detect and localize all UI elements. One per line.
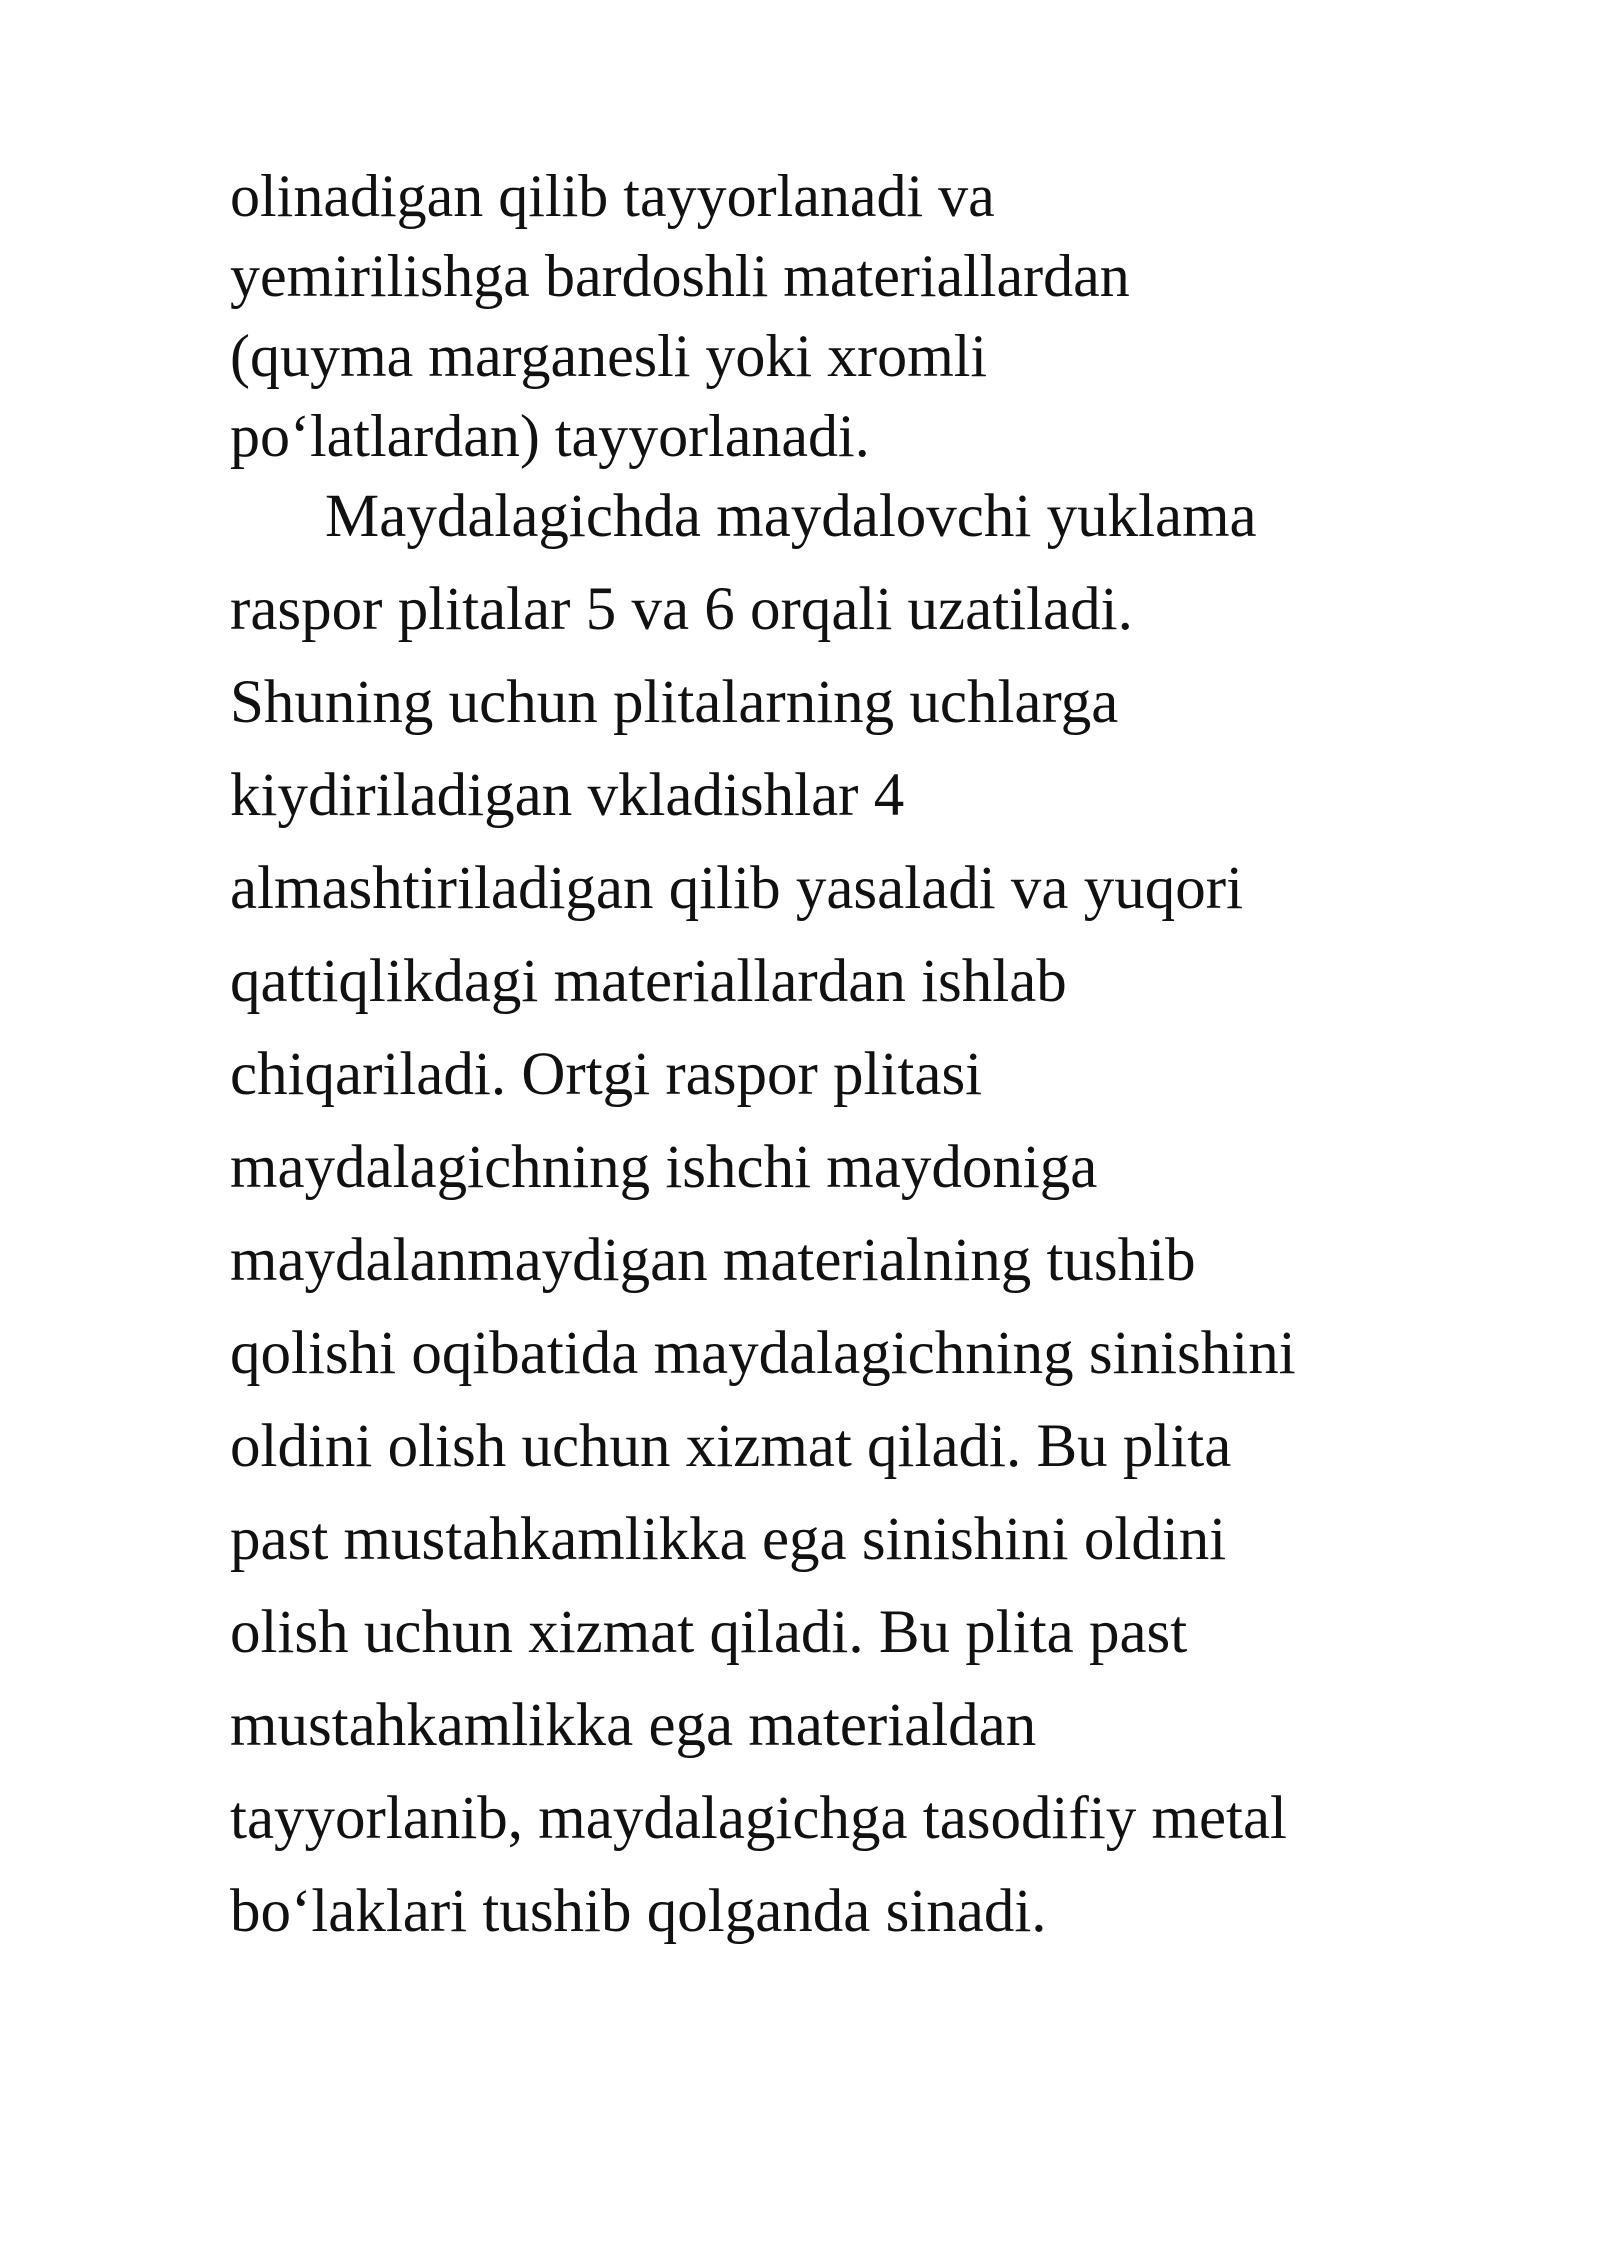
text-line: oldini olish uchun xizmat qiladi. Bu plita xyxy=(230,1413,1232,1480)
text-line: olinadigan qilib tayyorlanadi va xyxy=(230,163,995,229)
text-line: maydalagichning ishchi maydoniga xyxy=(230,1134,1098,1201)
text-line: qolishi oqibatida maydalagichning sinishini xyxy=(230,1320,1296,1387)
text-line: mustahkamlikka ega materialdan xyxy=(230,1692,1037,1759)
text-line: olish uchun xizmat qiladi. Bu plita past xyxy=(230,1599,1188,1666)
text-line: bo‘laklari tushib qolganda sinadi. xyxy=(230,1878,1047,1945)
text-line: tayyorlanib, maydalagichga tasodifiy metal xyxy=(230,1785,1287,1852)
text-line: yemirilishga bardoshli materiallardan xyxy=(230,243,1130,309)
text-line: Shuning uchun plitalarning uchlarga xyxy=(230,669,1119,736)
text-line: maydalanmaydigan materialning tushib xyxy=(230,1227,1196,1294)
text-line: po‘latlardan) tayyorlanadi. xyxy=(230,403,870,469)
text-line: Maydalagichda maydalovchi yuklama xyxy=(325,483,1257,550)
text-line: qattiqlikdagi materiallardan ishlab xyxy=(230,948,1067,1015)
text-line: kiydiriladigan vkladishlar 4 xyxy=(230,762,905,829)
text-line: (quyma marganesli yoki xromli xyxy=(230,323,988,389)
text-line: almashtiriladigan qilib yasaladi va yuqori xyxy=(230,855,1244,922)
text-line: raspor plitalar 5 va 6 orqali uzatiladi. xyxy=(230,576,1133,643)
text-line: chiqariladi. Ortgi raspor plitasi xyxy=(230,1041,983,1108)
text-line: past mustahkamlikka ega sinishini oldini xyxy=(230,1506,1227,1573)
